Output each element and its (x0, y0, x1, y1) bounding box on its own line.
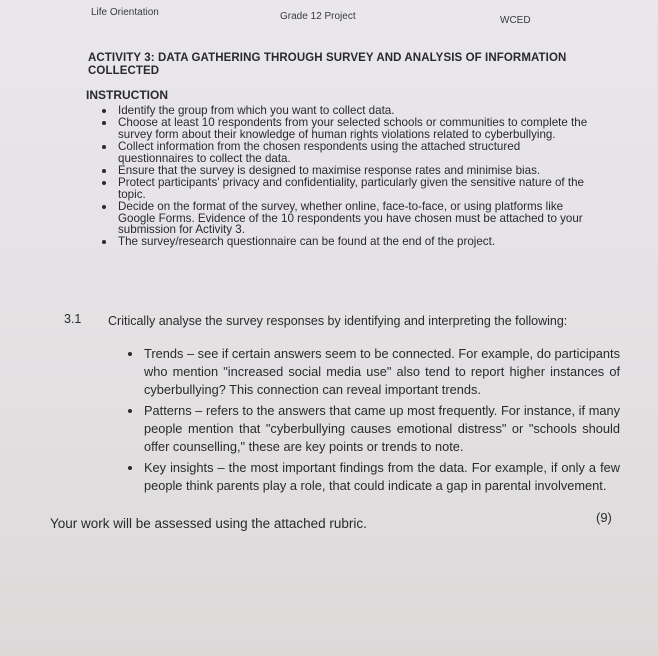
activity-title-line2: COLLECTED (88, 65, 160, 77)
analysis-item: Patterns – refers to the answers that came up most frequently. For instance, if many people mention that "cyberbullying causes emotional distress" or "schools should offer counselling," these are key points or trends to note. (120, 402, 620, 456)
question-number: 3.1 (64, 312, 82, 326)
header-dept: WCED (500, 15, 531, 26)
instruction-heading: INSTRUCTION (86, 88, 168, 102)
question-text: Critically analyse the survey responses by identifying and interpreting the following: (108, 314, 568, 328)
header-project: Grade 12 Project (280, 11, 356, 22)
analysis-item: Key insights – the most important findings from the data. For example, if only a few people think parents play a role, that could indicate a gap in parental involvement. (120, 459, 620, 495)
instruction-item: Protect participants' privacy and confidentiality, particularly given the sensitive nature of the topic. (96, 177, 596, 200)
instruction-item: Identify the group from which you want to collect data. (96, 105, 596, 116)
marks-total: (9) (596, 510, 612, 525)
analysis-list (120, 345, 620, 498)
assessment-note: Your work will be assessed using the attached rubric. (50, 516, 367, 531)
instruction-item: Choose at least 10 respondents from your selected schools or communities to complete the survey form about their knowledge of human rights violations related to cyberbullying. (96, 117, 596, 140)
instruction-list (96, 105, 596, 249)
header-subject: Life Orientation (91, 7, 159, 18)
instruction-item: Ensure that the survey is designed to maximise response rates and minimise bias. (96, 165, 596, 176)
instruction-item: Decide on the format of the survey, whether online, face-to-face, or using platforms like Google Forms. Evidence of the 10 respondents you have chosen must be attached to your submission for Activity 3. (96, 201, 596, 235)
instruction-item: Collect information from the chosen respondents using the attached structured questionnaires to collect the data. (96, 141, 596, 164)
analysis-item: Trends – see if certain answers seem to be connected. For example, do participants who mention "increased social media use" also tend to report higher instances of cyberbullying? This connection can reveal important trends. (120, 345, 620, 399)
activity-title-line1: ACTIVITY 3: DATA GATHERING THROUGH SURVEY AND ANALYSIS OF INFORMATION (88, 52, 567, 64)
instruction-item: The survey/research questionnaire can be found at the end of the project. (96, 236, 596, 247)
